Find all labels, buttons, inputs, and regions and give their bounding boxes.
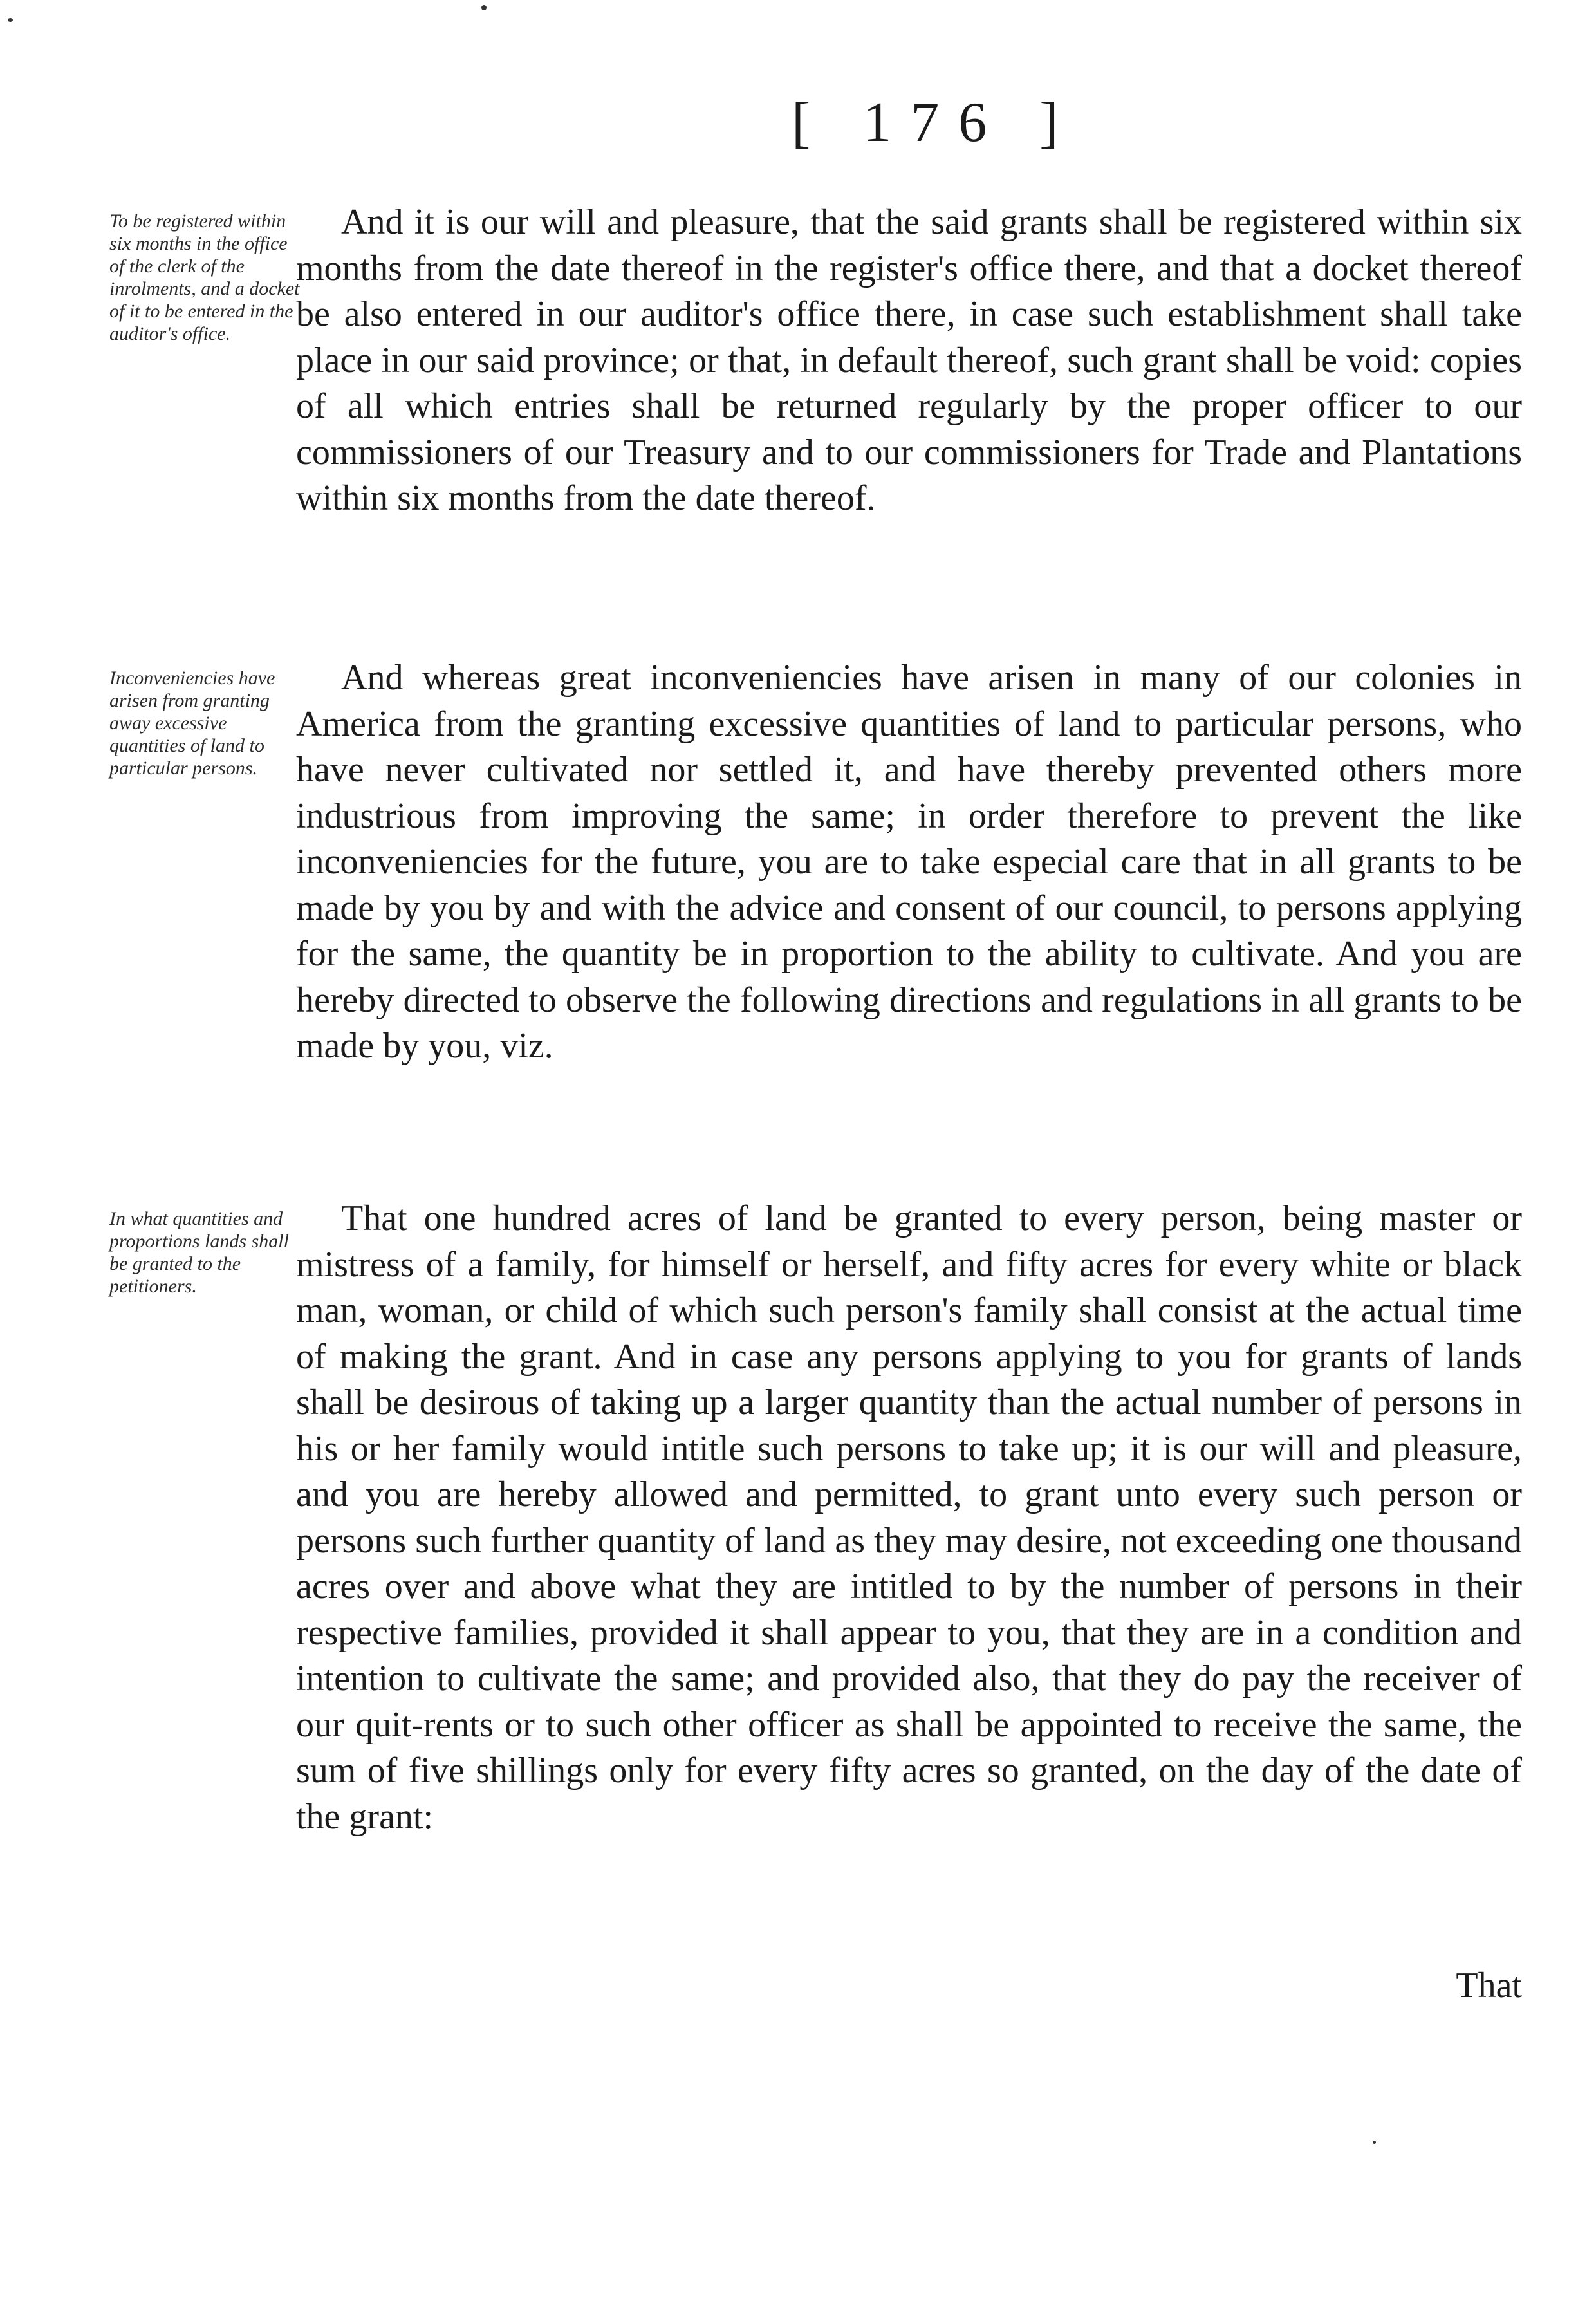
margin-note: In what quantities and proportions lands shall be granted to the petitioners. bbox=[109, 1208, 289, 1297]
ink-speck bbox=[1373, 2141, 1376, 2144]
paragraph: And whereas great inconveniencies have arisen in many of our colonies in America from the granting excessive quantities of land to particular persons, who have never cultivated nor settled it, and have thereby prevented others more industrious from improving the same; in order therefore to prevent the like inconveniencies for the future, you are to take especial care that in all grants to be made by you by and with the advice and consent of our council, to persons applying for the same, the quantity be in proportion to the ability to cultivate. And you are hereby directed to observe the following directions and regulations in all grants to be made by you, viz. bbox=[296, 658, 1522, 1066]
margin-note: Inconveniencies have arisen from granting away excessive quantities of land to particular persons. bbox=[109, 667, 275, 779]
ink-speck bbox=[8, 18, 13, 22]
ink-speck bbox=[481, 5, 487, 10]
margin-note: To be registered within six months in the office of the clerk of the inrolments, and a docket of it to be entered in the auditor's office. bbox=[109, 210, 300, 344]
catchword: That bbox=[1456, 1966, 1522, 2005]
page-number: [ 176 ] bbox=[792, 91, 1078, 154]
paragraph: And it is our will and pleasure, that the said grants shall be registered within six months from the date thereof in the register's office there, and that a docket thereof be also entered in our auditor's office there, in case such establishment shall take place in our said province; or that, in default thereof, such grant shall be void: copies of all which entries shall be returned regularly by the proper officer to our commissioners of our Treasury and to our commissioners for Trade and Plantations within six months from the date thereof. bbox=[296, 202, 1522, 518]
paragraph: That one hundred acres of land be granted to every person, being master or mistress of a family, for himself or herself, and fifty acres for every white or black man, woman, or child of which such person's family shall consist at the actual time of making the grant. And in case any persons applying to you for grants of lands shall be desirous of taking up a larger quantity than the actual number of persons in his or her family would intitle such persons to take up; it is our will and pleasure, and you are hereby allowed and permitted, to grant unto every such person or persons such further quantity of land as they may desire, not exceeding one thousand acres over and above what they are intitled to by the number of persons in their respective families, provided it shall appear to you, that they are in a condition and intention to cultivate the same; and provided also, that they do pay the receiver of our quit-rents or to such other officer as shall be appointed to receive the same, the sum of five shillings only for every fifty acres so granted, on the day of the date of the grant: bbox=[296, 1198, 1522, 1837]
